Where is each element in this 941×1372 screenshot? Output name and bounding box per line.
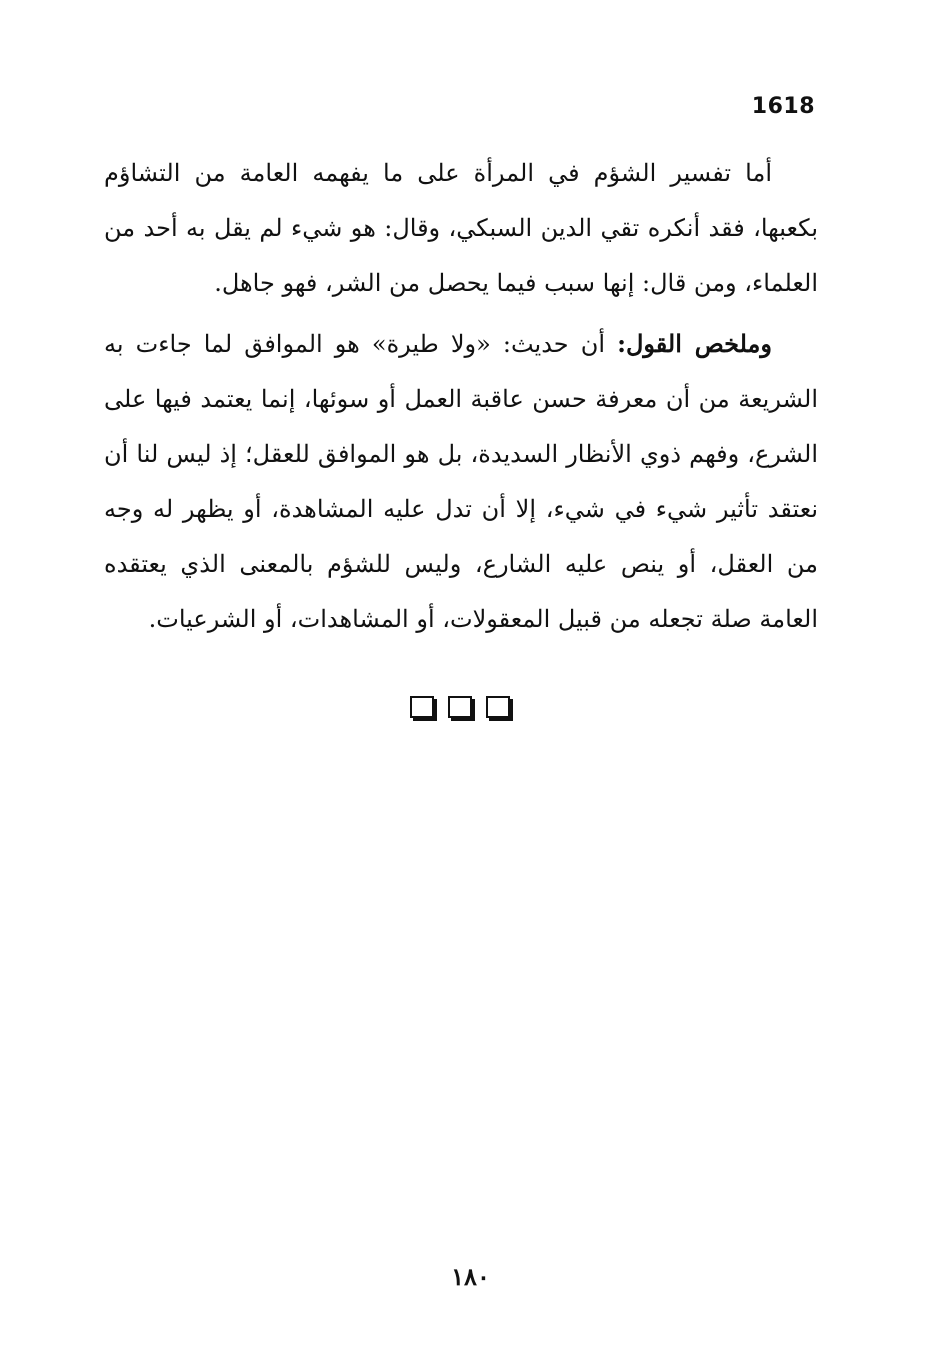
paragraph-2 — [104, 316, 818, 647]
paragraph-1 — [104, 146, 818, 311]
body-text — [104, 146, 818, 647]
paragraph-2-lead: وملخص القول: — [617, 329, 772, 358]
paragraph-1-text: أما تفسير الشؤم في المرأة على ما يفهمه العامة من التشاؤم بكعبها، فقد أنكره تقي الدين السبكي، وقال: هو شيء لم يقل به أحد من العلماء، ومن قال: إنها سبب فيما يحصل من الشر، فهو جاهل. — [104, 159, 818, 297]
separator-box-icon — [486, 696, 510, 718]
page-id: 1618 — [751, 94, 815, 119]
section-separator — [410, 696, 510, 718]
paragraph-2-text: أن حديث: «ولا طيرة» هو الموافق لما جاءت به الشريعة من أن معرفة حسن عاقبة العمل أو سوئها، إنما يعتمد فيها على الشرع، وفهم ذوي الأنظار السديدة، بل هو الموافق للعقل؛ إذ ليس لنا أن نعتقد تأثير شيء في شيء، إلا أن تدل عليه المشاهدة، أو يظهر له وجه من العقل، أو ينص عليه الشارع، وليس للشؤم بالمعنى الذي يعتقده العامة صلة تجعله من قبيل المعقولات، أو المشاهدات، أو الشرعيات. — [104, 330, 818, 633]
page-number: ١٨٠ — [451, 1262, 490, 1291]
separator-box-icon — [448, 696, 472, 718]
separator-box-icon — [410, 696, 434, 718]
